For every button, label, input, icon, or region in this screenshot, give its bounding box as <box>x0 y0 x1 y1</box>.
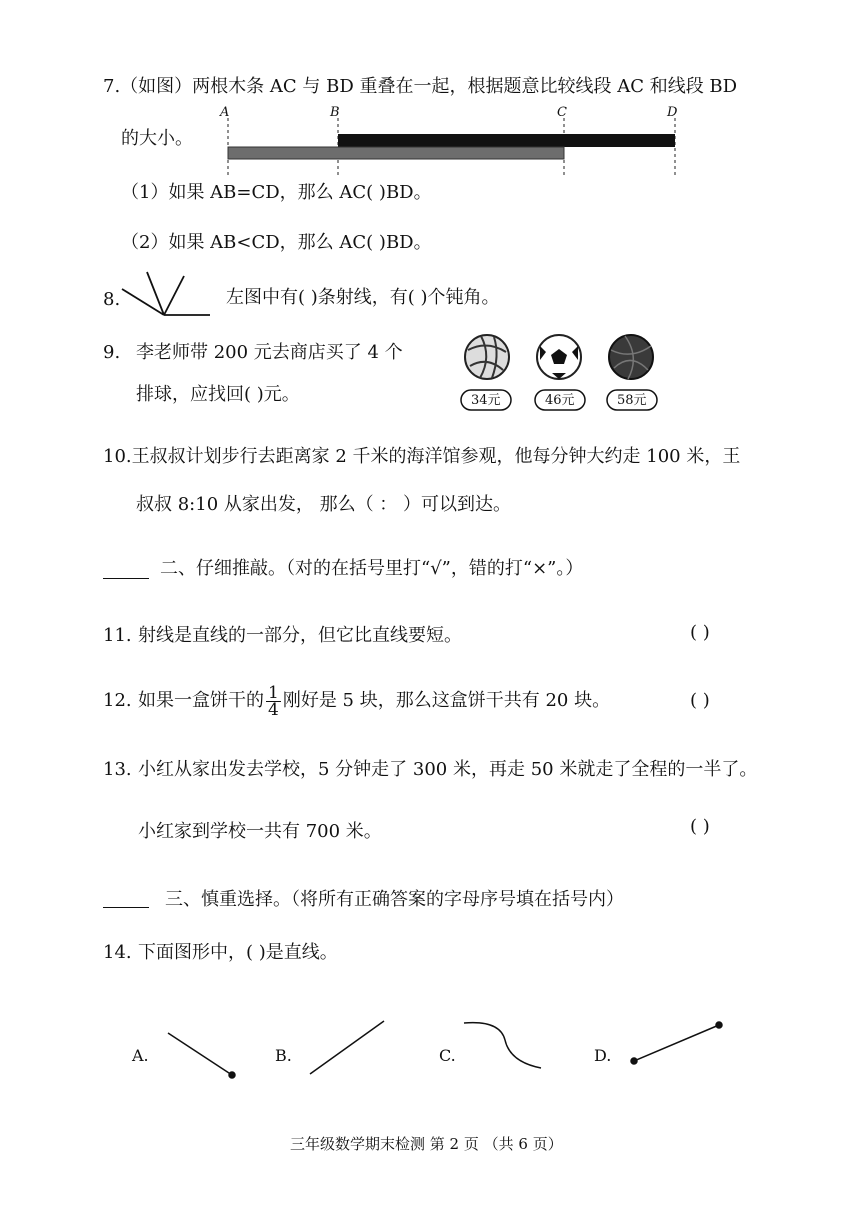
q9-line1: 李老师带 200 元去商店买了 4 个 <box>136 342 403 363</box>
q11-number: 11. <box>103 625 132 646</box>
q13-line1: 小红从家出发去学校，5 分钟走了 300 米，再走 50 米就走了全程的一半了。 <box>138 759 758 780</box>
q14-figure-d <box>631 1022 722 1064</box>
q12-pre: 如果一盒饼干的 <box>138 690 264 711</box>
q14-figure-b <box>310 1021 384 1074</box>
price-34: 34元 <box>471 393 501 408</box>
q12-fraction: $\frac{1}{4}$ <box>268 682 279 720</box>
q8-number: 8. <box>103 289 121 310</box>
bar-bd <box>338 134 675 147</box>
q7-sub2: （2）如果 AB<CD，那么 AC( )BD。 <box>121 232 432 253</box>
q9-number: 9. <box>103 342 121 363</box>
q14-text: 下面图形中，( )是直线。 <box>138 942 338 963</box>
q14-figure-c <box>464 1023 541 1068</box>
q14-option-a: A. <box>132 1046 149 1065</box>
q12-post: 刚好是 5 块，那么这盒饼干共有 20 块。 <box>282 690 611 711</box>
q8-ray-figure <box>122 272 210 315</box>
q14-option-d: D. <box>594 1046 612 1065</box>
q13-answer-paren[interactable]: ( ) <box>690 816 710 837</box>
q14-option-b: B. <box>275 1046 292 1065</box>
q11-answer-paren[interactable]: ( ) <box>690 622 710 643</box>
q12-answer-paren[interactable]: ( ) <box>690 690 710 711</box>
q7-label-d: D <box>667 105 678 120</box>
q7-label-a: A <box>220 105 230 120</box>
price-58: 58元 <box>617 393 647 408</box>
q7-label-c: C <box>557 105 567 120</box>
q14-figure-a <box>168 1033 235 1078</box>
volleyball-icon <box>465 335 509 379</box>
q7-label-b: B <box>330 105 340 120</box>
price-46: 46元 <box>545 393 575 408</box>
q13-line2: 小红家到学校一共有 700 米。 <box>138 821 382 842</box>
q7-diagram <box>228 118 675 178</box>
q14-number: 14. <box>103 942 132 963</box>
q12-text <box>138 680 610 722</box>
section3-title: 三、慎重选择。（将所有正确答案的字母序号填在括号内） <box>165 889 624 910</box>
q11-text: 射线是直线的一部分，但它比直线要短。 <box>138 625 462 646</box>
q9-line2: 排球，应找回( )元。 <box>136 384 300 405</box>
page-footer: 三年级数学期末检测 第 2 页 （共 6 页） <box>290 1135 563 1153</box>
basketball-icon <box>609 335 653 379</box>
q14-option-c: C. <box>439 1046 456 1065</box>
q8-text: 左图中有( )条射线，有( )个钝角。 <box>226 287 500 308</box>
section2-score-blank[interactable] <box>103 578 149 579</box>
soccer-ball-icon <box>537 335 581 379</box>
q10-line2: 叔叔 8:10 从家出发， 那么（ ： ）可以到达。 <box>136 494 512 515</box>
q13-number: 13. <box>103 759 132 780</box>
section3-score-blank[interactable] <box>103 907 149 908</box>
q12-number: 12. <box>103 690 132 711</box>
q7-line1: 7.（如图）两根木条 AC 与 BD 重叠在一起，根据题意比较线段 AC 和线段 BD <box>103 76 738 97</box>
q7-sub1: （1）如果 AB=CD，那么 AC( )BD。 <box>121 182 432 203</box>
bar-ac <box>228 147 564 159</box>
q7-line2: 的大小。 <box>121 128 193 149</box>
q10-line1: 10.王叔叔计划步行去距离家 2 千米的海洋馆参观，他每分钟大约走 100 米，王 <box>103 446 741 467</box>
section2-title: 二、仔细推敲。（对的在括号里打“√”，错的打“×”。） <box>160 558 584 579</box>
